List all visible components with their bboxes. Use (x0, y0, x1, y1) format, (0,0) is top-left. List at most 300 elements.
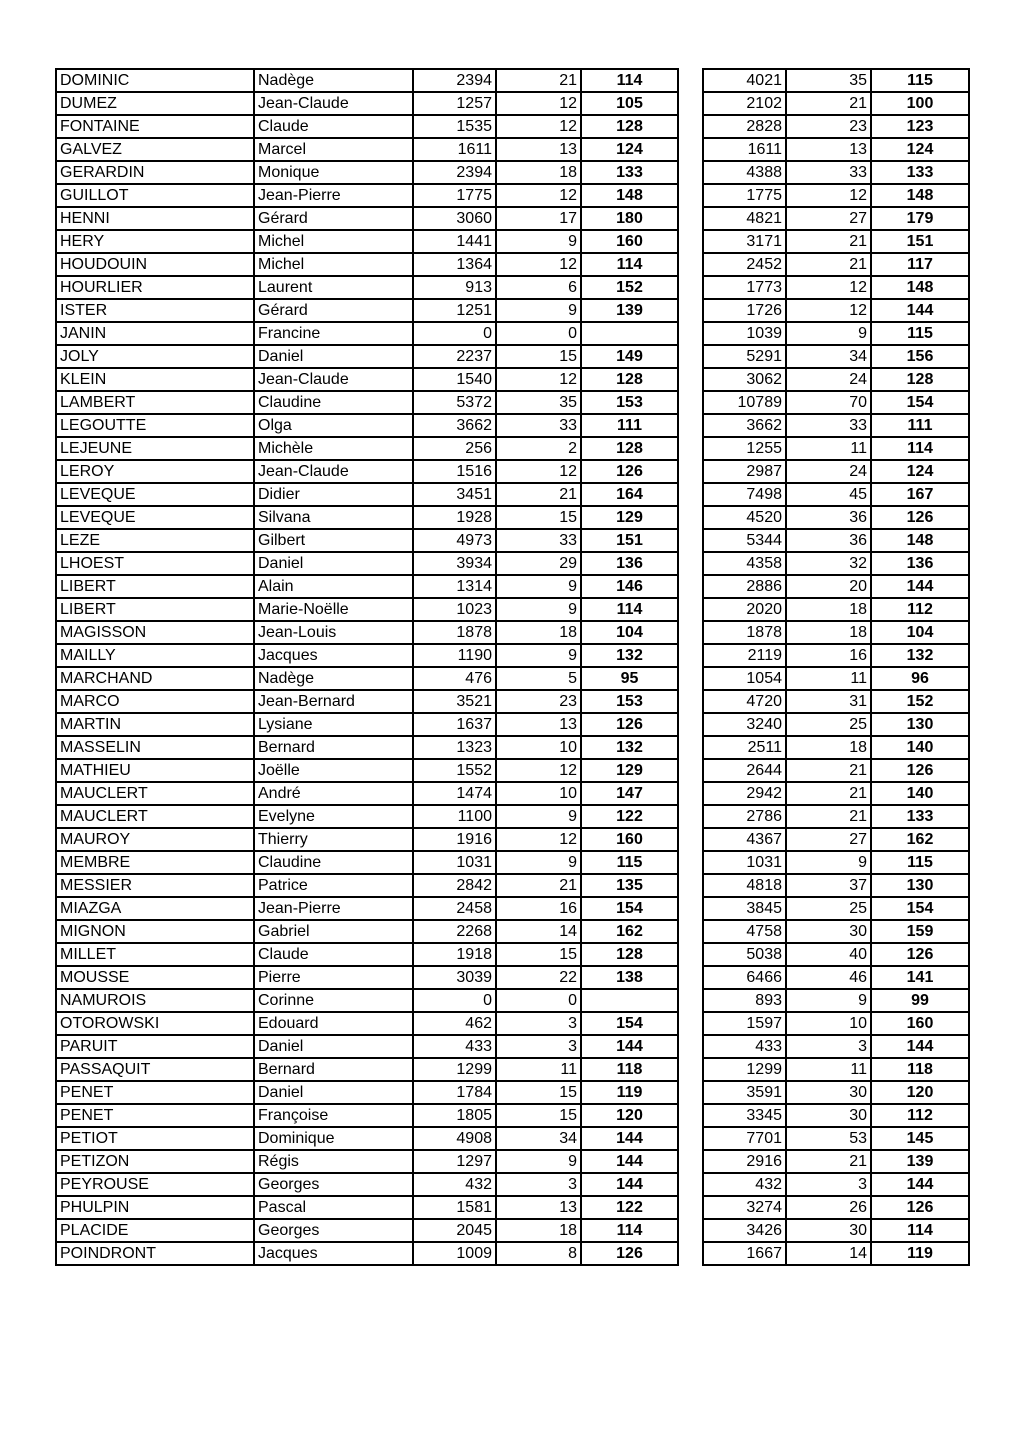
games-cell: 15 (496, 506, 581, 529)
total-games-cell: 46 (786, 966, 871, 989)
table-row (56, 1173, 678, 1196)
last-name-cell: JANIN (56, 322, 254, 345)
games-cell: 10 (496, 736, 581, 759)
first-name-cell: Régis (254, 1150, 413, 1173)
average-cell: 144 (581, 1150, 678, 1173)
table-row (703, 1127, 969, 1150)
table-row (56, 1219, 678, 1242)
table-row (56, 644, 678, 667)
first-name-cell: Nadège (254, 69, 413, 92)
total-games-cell: 12 (786, 276, 871, 299)
points-cell: 2394 (413, 69, 496, 92)
first-name-cell: Alain (254, 575, 413, 598)
total-games-cell: 18 (786, 598, 871, 621)
games-cell: 22 (496, 966, 581, 989)
total-games-cell: 70 (786, 391, 871, 414)
total-points-cell: 7701 (703, 1127, 786, 1150)
total-points-cell: 2644 (703, 759, 786, 782)
total-average-cell: 117 (871, 253, 969, 276)
games-cell: 18 (496, 1219, 581, 1242)
first-name-cell: Thierry (254, 828, 413, 851)
last-name-cell: ISTER (56, 299, 254, 322)
total-games-cell: 23 (786, 115, 871, 138)
table-row (703, 874, 969, 897)
total-points-cell: 2916 (703, 1150, 786, 1173)
total-games-cell: 9 (786, 851, 871, 874)
last-name-cell: MIGNON (56, 920, 254, 943)
games-cell: 9 (496, 598, 581, 621)
first-name-cell: Pascal (254, 1196, 413, 1219)
table-row (56, 483, 678, 506)
first-name-cell: Gabriel (254, 920, 413, 943)
last-name-cell: MAUROY (56, 828, 254, 851)
games-cell: 21 (496, 483, 581, 506)
average-cell: 105 (581, 92, 678, 115)
total-games-cell: 9 (786, 989, 871, 1012)
table-row (703, 1104, 969, 1127)
table-row (703, 529, 969, 552)
first-name-cell: Michèle (254, 437, 413, 460)
table-row (703, 253, 969, 276)
total-points-cell: 2452 (703, 253, 786, 276)
first-name-cell: Bernard (254, 736, 413, 759)
total-games-cell: 35 (786, 69, 871, 92)
total-games-cell: 11 (786, 437, 871, 460)
average-cell: 180 (581, 207, 678, 230)
table-row (703, 92, 969, 115)
table-row (703, 345, 969, 368)
points-cell: 1364 (413, 253, 496, 276)
points-cell: 2268 (413, 920, 496, 943)
points-cell: 476 (413, 667, 496, 690)
total-points-cell: 4388 (703, 161, 786, 184)
first-name-cell: Jean-Claude (254, 460, 413, 483)
table-row (56, 713, 678, 736)
last-name-cell: MAILLY (56, 644, 254, 667)
table-row (56, 138, 678, 161)
total-average-cell: 124 (871, 138, 969, 161)
total-games-cell: 27 (786, 828, 871, 851)
table-row (56, 1104, 678, 1127)
table-row (56, 92, 678, 115)
total-points-cell: 1255 (703, 437, 786, 460)
first-name-cell: Monique (254, 161, 413, 184)
points-cell: 2842 (413, 874, 496, 897)
last-name-cell: LEROY (56, 460, 254, 483)
table-row (703, 943, 969, 966)
last-name-cell: MOUSSE (56, 966, 254, 989)
last-name-cell: FONTAINE (56, 115, 254, 138)
total-average-cell: 123 (871, 115, 969, 138)
total-games-cell: 21 (786, 253, 871, 276)
total-points-cell: 2942 (703, 782, 786, 805)
table-row (703, 805, 969, 828)
average-cell: 118 (581, 1058, 678, 1081)
games-cell: 35 (496, 391, 581, 414)
total-points-cell: 4758 (703, 920, 786, 943)
points-cell: 1023 (413, 598, 496, 621)
total-points-cell: 3845 (703, 897, 786, 920)
table-row (703, 759, 969, 782)
total-games-cell: 40 (786, 943, 871, 966)
total-points-cell: 3591 (703, 1081, 786, 1104)
games-cell: 12 (496, 92, 581, 115)
total-games-cell: 18 (786, 736, 871, 759)
points-cell: 1878 (413, 621, 496, 644)
points-cell: 0 (413, 322, 496, 345)
total-average-cell: 141 (871, 966, 969, 989)
average-cell: 162 (581, 920, 678, 943)
total-points-cell: 3062 (703, 368, 786, 391)
table-row (703, 966, 969, 989)
average-cell: 138 (581, 966, 678, 989)
points-cell: 1297 (413, 1150, 496, 1173)
table-row (703, 989, 969, 1012)
total-points-cell: 1878 (703, 621, 786, 644)
points-cell: 1516 (413, 460, 496, 483)
table-row (56, 736, 678, 759)
table-row (56, 230, 678, 253)
table-row (56, 345, 678, 368)
total-points-cell: 4367 (703, 828, 786, 851)
last-name-cell: PETIZON (56, 1150, 254, 1173)
points-cell: 1581 (413, 1196, 496, 1219)
total-average-cell: 112 (871, 598, 969, 621)
total-points-cell: 3240 (703, 713, 786, 736)
games-cell: 5 (496, 667, 581, 690)
last-name-cell: MESSIER (56, 874, 254, 897)
games-cell: 15 (496, 1104, 581, 1127)
games-cell: 33 (496, 529, 581, 552)
table-row (703, 69, 969, 92)
last-name-cell: MATHIEU (56, 759, 254, 782)
table-row (56, 851, 678, 874)
total-average-cell: 136 (871, 552, 969, 575)
first-name-cell: Jean-Pierre (254, 897, 413, 920)
first-name-cell: Silvana (254, 506, 413, 529)
points-cell: 1323 (413, 736, 496, 759)
games-cell: 10 (496, 782, 581, 805)
games-cell: 12 (496, 115, 581, 138)
total-points-cell: 10789 (703, 391, 786, 414)
last-name-cell: LEVEQUE (56, 483, 254, 506)
table-row (703, 920, 969, 943)
table-row (56, 299, 678, 322)
average-cell: 132 (581, 644, 678, 667)
table-row (56, 828, 678, 851)
games-cell: 23 (496, 690, 581, 713)
last-name-cell: GERARDIN (56, 161, 254, 184)
average-cell: 128 (581, 437, 678, 460)
first-name-cell: Didier (254, 483, 413, 506)
total-average-cell: 115 (871, 322, 969, 345)
games-cell: 13 (496, 138, 581, 161)
average-cell: 147 (581, 782, 678, 805)
games-cell: 3 (496, 1012, 581, 1035)
table-row (56, 1127, 678, 1150)
total-average-cell: 133 (871, 805, 969, 828)
table-row (56, 437, 678, 460)
total-average-cell: 139 (871, 1150, 969, 1173)
total-average-cell: 151 (871, 230, 969, 253)
total-average-cell: 126 (871, 943, 969, 966)
first-name-cell: Michel (254, 230, 413, 253)
table-row (703, 598, 969, 621)
table-row (703, 1035, 969, 1058)
last-name-cell: LIBERT (56, 598, 254, 621)
total-games-cell: 21 (786, 782, 871, 805)
table-row (56, 391, 678, 414)
total-games-cell: 21 (786, 230, 871, 253)
points-cell: 1100 (413, 805, 496, 828)
average-cell: 129 (581, 506, 678, 529)
total-games-cell: 37 (786, 874, 871, 897)
games-cell: 13 (496, 713, 581, 736)
last-name-cell: PARUIT (56, 1035, 254, 1058)
table-row (56, 506, 678, 529)
average-cell: 146 (581, 575, 678, 598)
table-row (703, 299, 969, 322)
total-average-cell: 114 (871, 1219, 969, 1242)
total-games-cell: 13 (786, 138, 871, 161)
table-row (703, 782, 969, 805)
points-cell: 1918 (413, 943, 496, 966)
games-cell: 12 (496, 368, 581, 391)
total-average-cell: 104 (871, 621, 969, 644)
total-points-cell: 3274 (703, 1196, 786, 1219)
total-points-cell: 7498 (703, 483, 786, 506)
average-cell: 128 (581, 943, 678, 966)
table-row (56, 529, 678, 552)
points-cell: 1611 (413, 138, 496, 161)
last-name-cell: JOLY (56, 345, 254, 368)
points-cell: 1552 (413, 759, 496, 782)
total-games-cell: 21 (786, 805, 871, 828)
total-games-cell: 20 (786, 575, 871, 598)
average-cell (581, 989, 678, 1012)
average-cell: 128 (581, 368, 678, 391)
points-cell: 256 (413, 437, 496, 460)
total-points-cell: 4818 (703, 874, 786, 897)
total-average-cell: 167 (871, 483, 969, 506)
total-average-cell: 140 (871, 736, 969, 759)
total-games-cell: 25 (786, 713, 871, 736)
total-games-cell: 25 (786, 897, 871, 920)
average-cell: 115 (581, 851, 678, 874)
table-row (56, 782, 678, 805)
table-row (56, 276, 678, 299)
total-points-cell: 1611 (703, 138, 786, 161)
total-games-cell: 16 (786, 644, 871, 667)
table-row (56, 460, 678, 483)
total-average-cell: 126 (871, 1196, 969, 1219)
total-games-cell: 33 (786, 161, 871, 184)
last-name-cell: HERY (56, 230, 254, 253)
average-cell (581, 322, 678, 345)
total-points-cell: 3426 (703, 1219, 786, 1242)
table-row (703, 1196, 969, 1219)
last-name-cell: MEMBRE (56, 851, 254, 874)
last-name-cell: PETIOT (56, 1127, 254, 1150)
total-average-cell: 133 (871, 161, 969, 184)
table-row (56, 1081, 678, 1104)
table-row (703, 897, 969, 920)
total-points-cell: 5038 (703, 943, 786, 966)
games-cell: 9 (496, 1150, 581, 1173)
total-games-cell: 27 (786, 207, 871, 230)
average-cell: 122 (581, 805, 678, 828)
table-row (56, 1012, 678, 1035)
points-cell: 2458 (413, 897, 496, 920)
points-cell: 2045 (413, 1219, 496, 1242)
games-cell: 18 (496, 161, 581, 184)
total-games-cell: 21 (786, 92, 871, 115)
table-row (703, 1242, 969, 1265)
games-cell: 9 (496, 805, 581, 828)
total-average-cell: 126 (871, 506, 969, 529)
total-average-cell: 152 (871, 690, 969, 713)
games-cell: 0 (496, 989, 581, 1012)
total-average-cell: 99 (871, 989, 969, 1012)
total-games-cell: 11 (786, 667, 871, 690)
average-cell: 153 (581, 690, 678, 713)
first-name-cell: Olga (254, 414, 413, 437)
table-row (703, 1081, 969, 1104)
total-average-cell: 130 (871, 713, 969, 736)
table-row (56, 805, 678, 828)
average-cell: 119 (581, 1081, 678, 1104)
total-games-cell: 30 (786, 920, 871, 943)
points-cell: 2237 (413, 345, 496, 368)
first-name-cell: Claude (254, 115, 413, 138)
total-average-cell: 100 (871, 92, 969, 115)
table-row (56, 759, 678, 782)
last-name-cell: KLEIN (56, 368, 254, 391)
table-row (56, 1196, 678, 1219)
total-games-cell: 53 (786, 1127, 871, 1150)
average-cell: 133 (581, 161, 678, 184)
last-name-cell: HOURLIER (56, 276, 254, 299)
average-cell: 126 (581, 1242, 678, 1265)
table-row (703, 483, 969, 506)
scores-table-left (55, 68, 679, 1266)
total-points-cell: 4821 (703, 207, 786, 230)
last-name-cell: PASSAQUIT (56, 1058, 254, 1081)
first-name-cell: Marie-Noëlle (254, 598, 413, 621)
table-row (703, 506, 969, 529)
total-average-cell: 144 (871, 575, 969, 598)
points-cell: 3934 (413, 552, 496, 575)
games-cell: 33 (496, 414, 581, 437)
last-name-cell: PENET (56, 1104, 254, 1127)
total-average-cell: 160 (871, 1012, 969, 1035)
table-row (703, 552, 969, 575)
total-average-cell: 112 (871, 1104, 969, 1127)
table-row (703, 1150, 969, 1173)
games-cell: 3 (496, 1173, 581, 1196)
table-row (703, 736, 969, 759)
average-cell: 154 (581, 1012, 678, 1035)
total-average-cell: 96 (871, 667, 969, 690)
table-row (703, 184, 969, 207)
total-games-cell: 30 (786, 1219, 871, 1242)
last-name-cell: LEVEQUE (56, 506, 254, 529)
table-row (56, 1150, 678, 1173)
games-cell: 9 (496, 644, 581, 667)
last-name-cell: MILLET (56, 943, 254, 966)
total-points-cell: 2987 (703, 460, 786, 483)
table-row (703, 276, 969, 299)
last-name-cell: MARCHAND (56, 667, 254, 690)
average-cell: 95 (581, 667, 678, 690)
points-cell: 5372 (413, 391, 496, 414)
total-average-cell: 119 (871, 1242, 969, 1265)
total-average-cell: 111 (871, 414, 969, 437)
games-cell: 11 (496, 1058, 581, 1081)
first-name-cell: Edouard (254, 1012, 413, 1035)
average-cell: 120 (581, 1104, 678, 1127)
last-name-cell: MARTIN (56, 713, 254, 736)
points-cell: 4908 (413, 1127, 496, 1150)
total-average-cell: 132 (871, 644, 969, 667)
last-name-cell: MASSELIN (56, 736, 254, 759)
first-name-cell: Nadège (254, 667, 413, 690)
total-games-cell: 36 (786, 529, 871, 552)
total-games-cell: 34 (786, 345, 871, 368)
total-points-cell: 2828 (703, 115, 786, 138)
last-name-cell: MIAZGA (56, 897, 254, 920)
total-games-cell: 12 (786, 184, 871, 207)
total-points-cell: 2119 (703, 644, 786, 667)
first-name-cell: Daniel (254, 1035, 413, 1058)
total-points-cell: 1031 (703, 851, 786, 874)
first-name-cell: Jacques (254, 1242, 413, 1265)
points-cell: 3060 (413, 207, 496, 230)
games-cell: 8 (496, 1242, 581, 1265)
points-cell: 1251 (413, 299, 496, 322)
average-cell: 139 (581, 299, 678, 322)
total-points-cell: 1054 (703, 667, 786, 690)
table-row (56, 575, 678, 598)
total-points-cell: 4520 (703, 506, 786, 529)
table-row (703, 161, 969, 184)
total-games-cell: 18 (786, 621, 871, 644)
first-name-cell: Claude (254, 943, 413, 966)
last-name-cell: OTOROWSKI (56, 1012, 254, 1035)
total-average-cell: 118 (871, 1058, 969, 1081)
table-row (703, 391, 969, 414)
points-cell: 3451 (413, 483, 496, 506)
last-name-cell: GALVEZ (56, 138, 254, 161)
total-average-cell: 159 (871, 920, 969, 943)
total-average-cell: 130 (871, 874, 969, 897)
games-cell: 15 (496, 1081, 581, 1104)
average-cell: 111 (581, 414, 678, 437)
total-points-cell: 3662 (703, 414, 786, 437)
last-name-cell: PLACIDE (56, 1219, 254, 1242)
points-cell: 1031 (413, 851, 496, 874)
points-cell: 1441 (413, 230, 496, 253)
points-cell: 1535 (413, 115, 496, 138)
total-points-cell: 1039 (703, 322, 786, 345)
table-row (703, 1012, 969, 1035)
average-cell: 136 (581, 552, 678, 575)
first-name-cell: Pierre (254, 966, 413, 989)
total-games-cell: 26 (786, 1196, 871, 1219)
games-cell: 29 (496, 552, 581, 575)
total-points-cell: 4358 (703, 552, 786, 575)
table-row (56, 69, 678, 92)
